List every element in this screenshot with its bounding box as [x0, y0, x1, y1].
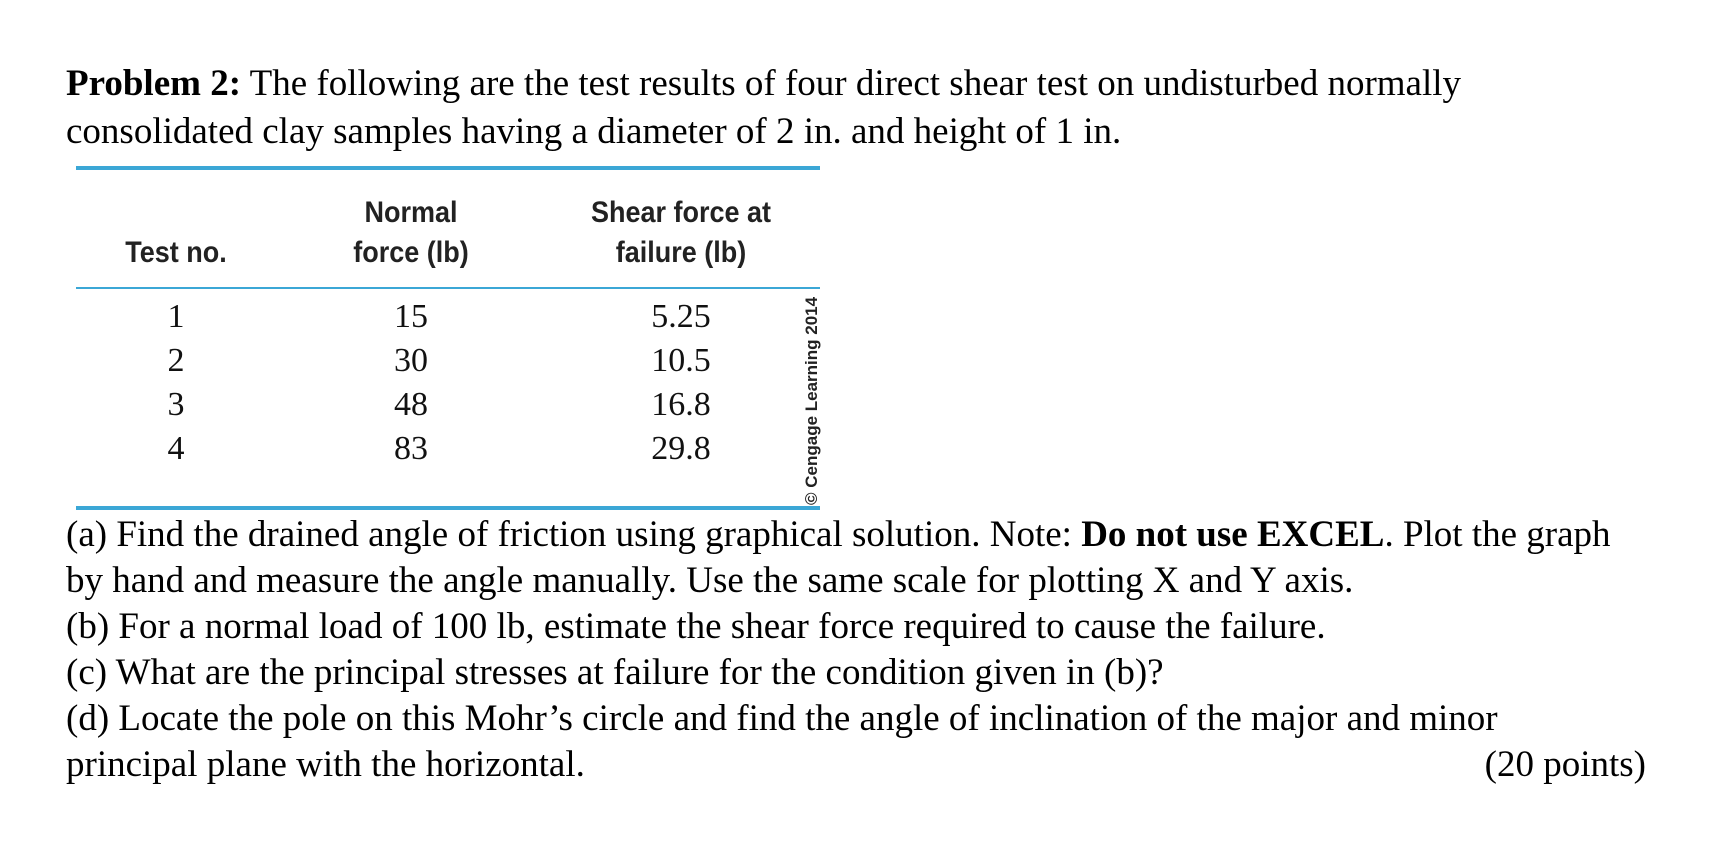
table-row [76, 425, 820, 473]
cell-normal-force: 48 [394, 386, 428, 423]
table-bottom-rule [76, 506, 820, 510]
problem-intro-text: The following are the test results of four direct shear test on undisturbed normally consolidated clay samples having a diameter of 2 in. and height of 1 in. [66, 63, 1462, 152]
cell-test-no: 3 [167, 386, 185, 423]
part-d-continued: principal plane with the horizontal. (20 points) [66, 742, 1646, 788]
points-label: (20 points) [1484, 744, 1646, 785]
header-normal-force: Normal force (lb) [353, 196, 469, 269]
copyright-credit: © Cengage Learning 2014 [802, 296, 821, 505]
cell-test-no: 2 [167, 342, 185, 379]
part-d: (d) Locate the pole on this Mohr’s circle and find the angle of inclination of the major and minor [66, 698, 1498, 739]
problem-parts [66, 512, 1646, 788]
cell-test-no: 4 [167, 430, 185, 467]
header-shear-force: Shear force at failure (lb) [590, 196, 772, 269]
problem-label: Problem 2: [66, 63, 242, 104]
cell-shear-force: 5.25 [651, 298, 711, 335]
table-row [76, 293, 820, 341]
table-row [76, 381, 820, 429]
shear-test-table [76, 163, 826, 513]
cell-shear-force: 10.5 [651, 342, 711, 379]
cell-test-no: 1 [167, 298, 185, 335]
part-c: (c) What are the principal stresses at failure for the condition given in (b)? [66, 652, 1164, 693]
header-test-no: Test no. [125, 236, 227, 269]
cell-normal-force: 83 [394, 430, 428, 467]
cell-shear-force: 29.8 [651, 430, 711, 467]
table-header-rule [76, 287, 820, 289]
part-a-emphasis: Do not use EXCEL [1081, 514, 1385, 555]
cell-normal-force: 30 [394, 342, 428, 379]
cell-shear-force: 16.8 [651, 386, 711, 423]
part-b: (b) For a normal load of 100 lb, estimate the shear force required to cause the failure. [66, 606, 1326, 647]
table-top-rule [76, 166, 820, 170]
cell-normal-force: 15 [394, 298, 428, 335]
part-a: (a) Find the drained angle of friction using graphical solution. Note: Do not use EXCEL. Plot the graph by hand and measure the angle manually. Use the same scale for plotting X and Y axis. [66, 514, 1611, 601]
table-row [76, 337, 820, 385]
problem-statement [66, 60, 1646, 156]
